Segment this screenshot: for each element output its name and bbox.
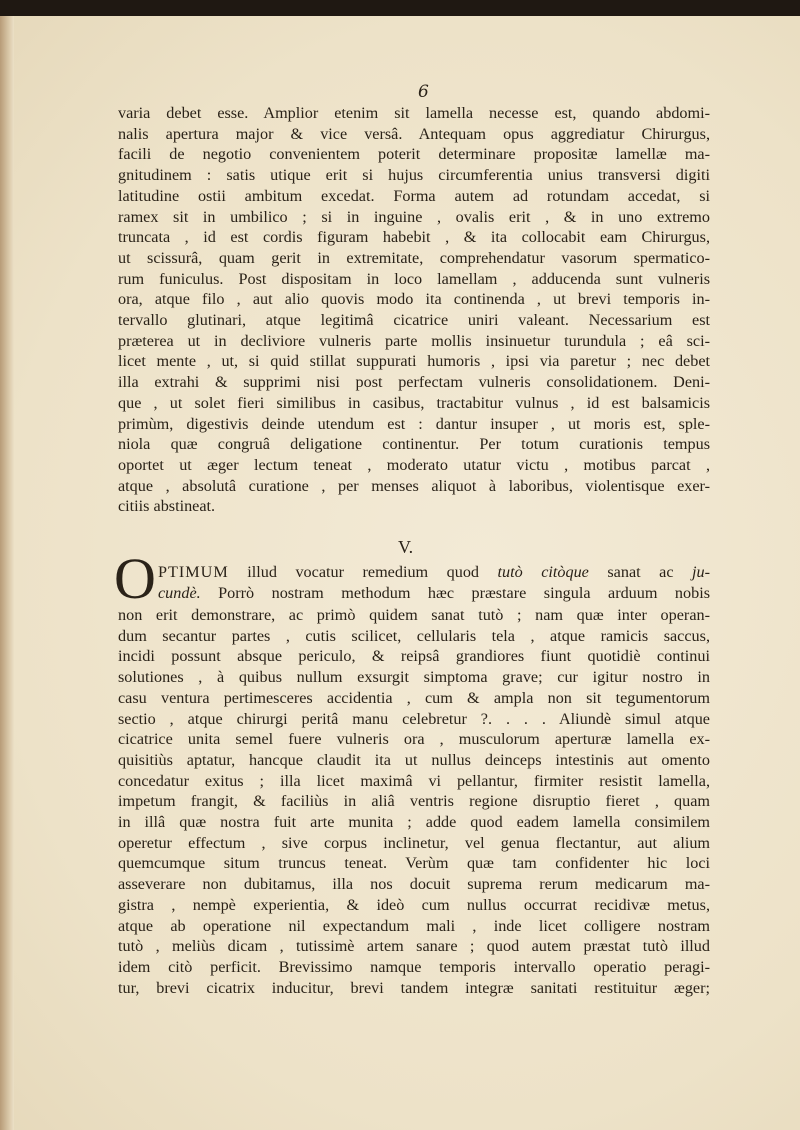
text-line: gnitudinem : satis utique erit si hujus circumferentia unius transversi digiti xyxy=(118,166,710,185)
text-line: impetum frangit, & faciliùs in aliâ ventris regione disruptio fieret , quam xyxy=(118,792,710,811)
text-line: citiis abstineat. xyxy=(118,497,216,516)
text-line: truncata , id est cordis figuram habebit , & ita collocabit eam Chirurgus, xyxy=(118,228,710,247)
text-line: nalis apertura major & vice versâ. Antequam opus aggrediatur Chirurgus, xyxy=(118,124,710,143)
text-line: niola quæ congruâ deligatione continentur. Per totum curationis tempus xyxy=(118,435,710,454)
text-run: illud vocatur remedium quod xyxy=(228,563,498,581)
text-line: ramex sit in umbilico ; si in inguine , ovalis erit , & in uno extremo xyxy=(118,207,710,226)
text-line xyxy=(118,583,710,604)
small-caps-text: PTIMUM xyxy=(158,563,229,581)
page-gutter-shadow xyxy=(0,16,14,1130)
text-line: quisitiùs aptatur, hancque claudit ita ut nullus deinceps intestinis aut omento xyxy=(118,750,710,769)
text-line: latitudine ostii ambitum excedat. Forma autem ad rotundam accedat, si xyxy=(118,186,710,205)
text-line: atque ab operatione nil expectandum mali , inde licet colligere nostram xyxy=(118,916,710,935)
text-line: primùm, digestivis deinde utendum est : dantur insuper , ut moris est, sple- xyxy=(118,414,710,433)
text-line: licet mente , ut, si quid stillat suppurati humoris , ipsi via paretur ; nec debet xyxy=(118,352,710,371)
text-line: atque , absolutâ curatione , per menses aliquot à laboribus, violentisque exer- xyxy=(118,476,710,495)
text-line: in illâ quæ nostra fuit arte munita ; adde quod eadem lamella consimilem xyxy=(118,813,710,832)
text-line: illa extrahi & supprimi nisi post perfectam vulneris consolidationem. Deni- xyxy=(118,373,710,392)
text-line: operetur effectum , sive corpus inclinetur, vel genua flectantur, aut alium xyxy=(118,833,710,852)
italic-text: tutò citòque xyxy=(497,563,589,581)
text-line: sectio , atque chirurgi peritâ manu celebretur ?. . . . Aliundè simul atque xyxy=(118,709,710,728)
text-line: solutiones , à quibus nullum exsurgit simptoma grave; cur igitur nostro in xyxy=(118,668,710,687)
section-opening xyxy=(118,562,710,603)
text-line: casu ventura pertimesceres accidentia , cum & ampla non sit tegumentorum xyxy=(118,688,710,707)
italic-text: ju- xyxy=(692,563,710,581)
text-line: cicatrice unita semel fuere vulneris ora , musculorum aperturæ lamella ex- xyxy=(118,730,710,749)
text-line: tur, brevi cicatrix inducitur, brevi tandem integræ sanitati restituitur æger; xyxy=(118,978,710,997)
text-line: ora, atque filo , aut alio quovis modo ita continenda , ut brevi temporis in- xyxy=(118,290,710,309)
text-line: que , ut solet fieri similibus in casibus, tractabitur vulnus , id est balsamicis xyxy=(118,393,710,412)
drop-cap: O xyxy=(114,546,156,611)
italic-text: cundè. xyxy=(158,583,201,602)
text-line: tervallo glutinari, atque legitimâ cicatrice uniri valeant. Necessarium est xyxy=(118,311,710,330)
text-line: ut scissurâ, quam gerit in extremitate, comprehendatur vasorum spermatico- xyxy=(118,248,710,267)
paragraph-1 xyxy=(118,103,710,517)
text-line: dum secantur partes , cutis scilicet, cellularis tela , atque ramicis saccus, xyxy=(118,626,710,645)
section-heading: V. xyxy=(398,537,414,557)
text-line: idem citò perficit. Brevissimo namque temporis intervallo operatio peragi- xyxy=(118,957,710,976)
text-line: tutò , meliùs dicam , tutissimè artem sanare ; quod autem præstat tutò illud xyxy=(118,937,710,956)
text-line xyxy=(118,562,710,583)
text-run: Porrò nostram methodum hæc præstare singula arduum nobis xyxy=(200,583,710,602)
page-number: 6 xyxy=(418,82,429,102)
text-line: incidi possunt absque periculo, & reipsâ grandiores fiunt quotidiè continui xyxy=(118,647,710,666)
text-line: concedatur exitus ; illa licet maximâ vi pellantur, firmiter resistit lamella, xyxy=(118,771,710,790)
text-line: gistra , nempè experientia, & ideò cum nullus occurrat recidivæ metus, xyxy=(118,895,710,914)
text-line: quemcumque situm truncus teneat. Verùm quæ tam confidenter hic loci xyxy=(118,854,710,873)
paragraph-2 xyxy=(118,605,710,998)
text-line: asseverare non dubitamus, illa nos docuit suprema rerum medicarum ma- xyxy=(118,875,710,894)
text-line: non erit demonstrare, ac primò quidem sanat tutò ; nam quæ inter operan- xyxy=(118,606,710,624)
text-line: oportet ut æger lectum teneat , moderato utatur victu , motibus parcat , xyxy=(118,455,710,474)
text-line: varia debet esse. Amplior etenim sit lamella necesse est, quando abdomi- xyxy=(118,104,710,122)
text-line: facili de negotio convenientem poterit determinare propositæ lamellæ ma- xyxy=(118,145,710,164)
text-line: præterea ut in decliviore vulneris parte mollis insinuetur turundula ; eâ sci- xyxy=(118,331,710,350)
text-line: rum funiculus. Post dispositam in loco lamellam , adducenda sunt vulneris xyxy=(118,269,710,288)
text-run: sanat ac xyxy=(588,563,693,581)
